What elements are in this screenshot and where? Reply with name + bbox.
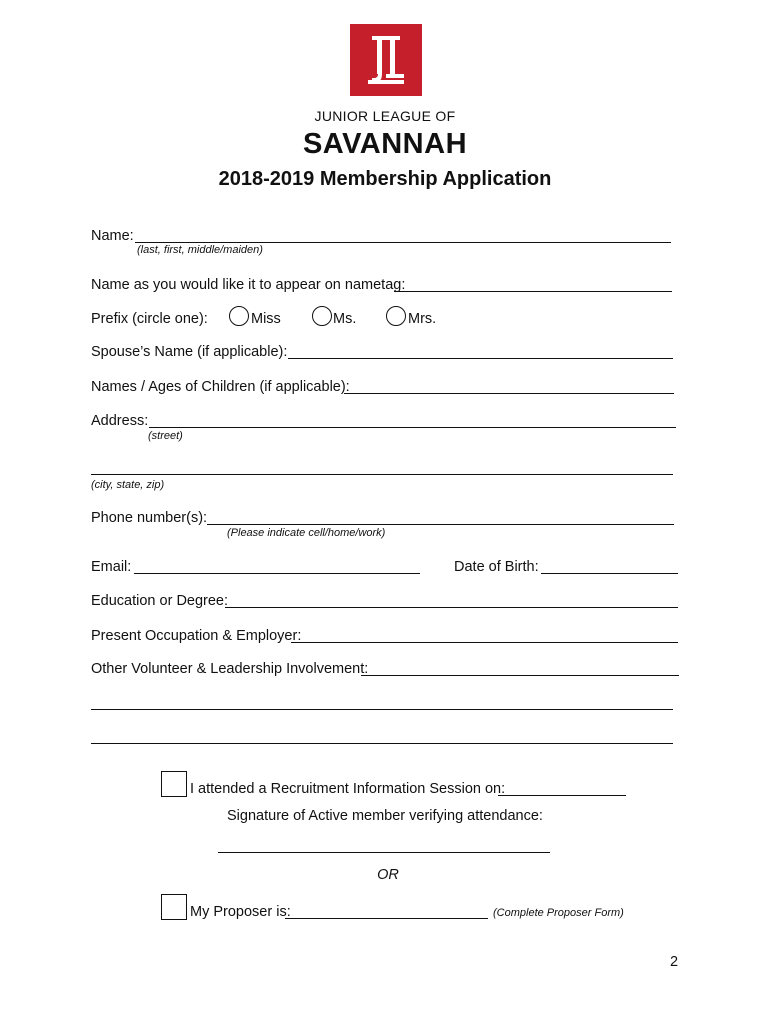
proposer-field[interactable] — [285, 918, 488, 919]
dob-field[interactable] — [541, 573, 678, 574]
org-name-line2: SAVANNAH — [302, 128, 468, 160]
recruitment-session-date-field[interactable] — [498, 795, 626, 796]
address-label: Address: — [91, 413, 149, 429]
volunteer-label: Other Volunteer & Leadership Involvement: — [91, 661, 369, 677]
recruitment-session-label: I attended a Recruitment Information Session on: — [190, 781, 506, 797]
education-field[interactable] — [225, 607, 678, 608]
address-city-field[interactable] — [91, 474, 673, 475]
volunteer-line-3[interactable] — [91, 743, 673, 744]
volunteer-line-2[interactable] — [91, 709, 673, 710]
prefix-mrs-radio[interactable] — [386, 306, 406, 326]
prefix-miss-radio[interactable] — [229, 306, 249, 326]
recruitment-session-checkbox[interactable] — [161, 771, 187, 797]
prefix-ms-label: Ms. — [333, 311, 357, 327]
name-label: Name: — [91, 228, 134, 244]
junior-league-logo — [350, 24, 422, 96]
jl-monogram-icon — [350, 24, 422, 96]
education-label: Education or Degree: — [91, 593, 229, 609]
signature-label: Signature of Active member verifying attendance: — [227, 808, 543, 824]
nametag-field[interactable] — [394, 291, 672, 292]
proposer-label: My Proposer is: — [190, 904, 291, 920]
signature-field[interactable] — [218, 852, 550, 853]
children-field[interactable] — [344, 393, 674, 394]
volunteer-field[interactable] — [361, 675, 679, 676]
phone-label: Phone number(s): — [91, 510, 208, 526]
email-label: Email: — [91, 559, 132, 575]
dob-label: Date of Birth: — [454, 559, 539, 575]
email-field[interactable] — [134, 573, 420, 574]
occupation-label: Present Occupation & Employer: — [91, 628, 302, 644]
prefix-mrs-label: Mrs. — [408, 311, 437, 327]
occupation-field[interactable] — [291, 642, 678, 643]
city-hint: (city, state, zip) — [91, 479, 165, 491]
address-street-field[interactable] — [149, 427, 676, 428]
page-number: 2 — [670, 954, 679, 970]
phone-field[interactable] — [207, 524, 674, 525]
phone-hint: (Please indicate cell/home/work) — [227, 527, 386, 539]
prefix-miss-label: Miss — [251, 311, 281, 327]
street-hint: (street) — [148, 430, 183, 442]
nametag-label: Name as you would like it to appear on nametag: — [91, 277, 406, 293]
page-title: 2018-2019 Membership Application — [218, 168, 552, 190]
prefix-label: Prefix (circle one): — [91, 311, 208, 327]
spouse-label: Spouse’s Name (if applicable): — [91, 344, 288, 360]
or-divider: OR — [377, 867, 399, 883]
proposer-checkbox[interactable] — [161, 894, 187, 920]
name-hint: (last, first, middle/maiden) — [137, 244, 263, 256]
prefix-ms-radio[interactable] — [312, 306, 332, 326]
spouse-field[interactable] — [288, 358, 673, 359]
org-name-line1: JUNIOR LEAGUE OF — [314, 108, 456, 124]
children-label: Names / Ages of Children (if applicable): — [91, 379, 350, 395]
proposer-hint: (Complete Proposer Form) — [493, 907, 624, 919]
